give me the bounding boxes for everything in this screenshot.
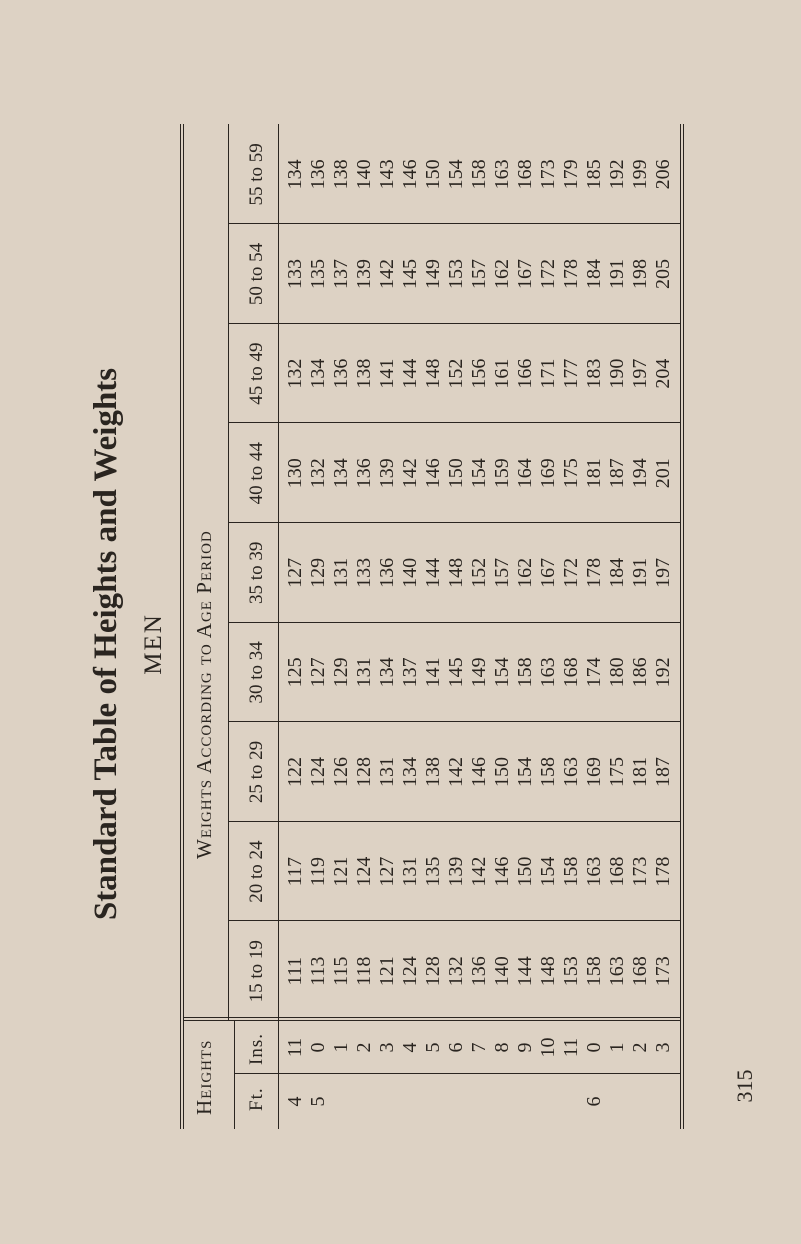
weight-cell: 150 (491, 757, 513, 788)
height-inches-cell: 10 (537, 1037, 559, 1058)
weight-cell: 168 (606, 856, 628, 887)
weight-cell: 175 (606, 757, 628, 788)
weight-cell: 153 (445, 259, 467, 290)
weight-cell: 163 (491, 159, 513, 190)
height-inches-cell: 9 (514, 1042, 536, 1053)
column-header-rule (278, 124, 279, 1129)
weight-cell: 205 (652, 259, 674, 290)
weight-cell: 187 (652, 757, 674, 788)
weight-cell: 184 (606, 557, 628, 588)
weight-cell: 137 (330, 259, 352, 290)
weight-cell: 190 (606, 358, 628, 389)
weight-cell: 157 (468, 259, 490, 290)
weight-cell: 125 (284, 657, 306, 688)
age-period-header: 50 to 54 (246, 242, 267, 306)
weight-cell: 130 (284, 458, 306, 489)
weight-cell: 132 (307, 458, 329, 489)
weight-cell: 127 (284, 557, 306, 588)
weight-cell: 162 (491, 259, 513, 290)
weight-cell: 153 (560, 956, 582, 987)
weight-cell: 131 (399, 856, 421, 887)
weight-cell: 150 (422, 159, 444, 190)
height-inches-cell: 0 (583, 1042, 605, 1053)
weight-cell: 191 (606, 259, 628, 290)
height-inches-cell: 0 (307, 1042, 329, 1053)
weight-cell: 142 (399, 458, 421, 489)
weight-cell: 186 (629, 657, 651, 688)
weight-cell: 146 (422, 458, 444, 489)
weight-cell: 167 (537, 557, 559, 588)
weight-cell: 138 (353, 358, 375, 389)
height-inches-cell: 2 (629, 1042, 651, 1053)
height-weight-table (180, 124, 684, 1129)
height-feet-cell: 6 (583, 1096, 605, 1107)
weight-cell: 158 (560, 856, 582, 887)
weight-cell: 177 (560, 358, 582, 389)
weight-cell: 148 (422, 358, 444, 389)
weight-cell: 162 (514, 557, 536, 588)
weight-cell: 140 (353, 159, 375, 190)
weight-cell: 192 (606, 159, 628, 190)
weight-cell: 142 (445, 757, 467, 788)
weight-cell: 144 (514, 956, 536, 987)
weight-cell: 158 (514, 657, 536, 688)
age-period-header: 20 to 24 (246, 840, 267, 903)
weight-cell: 136 (468, 956, 490, 987)
weight-cell: 173 (652, 956, 674, 987)
weight-cell: 136 (376, 557, 398, 588)
weight-cell: 168 (560, 657, 582, 688)
heights-header: Heights (192, 1039, 216, 1115)
page-number: 315 (732, 1069, 757, 1103)
weight-cell: 119 (307, 856, 329, 887)
weight-cell: 117 (284, 856, 306, 887)
weight-cell: 134 (330, 458, 352, 489)
weight-cell: 133 (353, 557, 375, 588)
weight-cell: 141 (422, 657, 444, 688)
age-period-header: 35 to 39 (246, 541, 267, 604)
weight-cell: 128 (353, 757, 375, 788)
weight-cell: 184 (583, 259, 605, 290)
weight-cell: 156 (468, 358, 490, 389)
height-inches-cell: 6 (445, 1042, 467, 1053)
weight-cell: 133 (284, 259, 306, 290)
weight-cell: 146 (491, 856, 513, 887)
weight-cell: 204 (652, 358, 674, 389)
weight-cell: 146 (399, 159, 421, 190)
weight-cell: 175 (560, 458, 582, 489)
age-period-header: 55 to 59 (246, 143, 267, 206)
height-inches-cell: 7 (468, 1042, 490, 1053)
weight-cell: 164 (514, 458, 536, 489)
weight-cell: 206 (652, 159, 674, 190)
weight-cell: 131 (330, 557, 352, 588)
weight-cell: 163 (537, 657, 559, 688)
weight-cell: 154 (491, 657, 513, 688)
weight-cell: 144 (422, 557, 444, 588)
weight-cell: 169 (583, 757, 605, 788)
weight-cell: 154 (468, 458, 490, 489)
height-feet-cell: 5 (307, 1096, 329, 1107)
weight-cell: 134 (376, 657, 398, 688)
weight-cell: 168 (514, 159, 536, 190)
weight-cell: 163 (560, 757, 582, 788)
height-inches-cell: 11 (284, 1037, 306, 1058)
weight-cell: 126 (330, 757, 352, 788)
age-period-header: 45 to 49 (246, 342, 267, 405)
weight-cell: 127 (307, 657, 329, 688)
weight-cell: 143 (376, 159, 398, 190)
weights-header-rule (228, 124, 229, 1021)
weight-cell: 127 (376, 856, 398, 887)
weight-cell: 199 (629, 159, 651, 190)
age-period-header: 40 to 44 (246, 442, 267, 505)
weight-cell: 185 (583, 159, 605, 190)
weight-cell: 171 (537, 358, 559, 389)
weight-cell: 132 (445, 956, 467, 987)
weight-cell: 139 (376, 458, 398, 489)
weight-cell: 124 (353, 856, 375, 887)
weight-cell: 135 (422, 856, 444, 887)
weight-cell: 159 (491, 458, 513, 489)
weight-cell: 158 (468, 159, 490, 190)
weight-cell: 181 (629, 757, 651, 788)
age-period-header: 25 to 29 (246, 740, 267, 804)
weight-cell: 180 (606, 657, 628, 688)
height-inches-cell: 11 (560, 1037, 582, 1058)
weight-cell: 158 (583, 956, 605, 987)
weight-cell: 131 (353, 657, 375, 688)
height-inches-cell: 3 (652, 1042, 674, 1053)
weight-cell: 139 (353, 259, 375, 290)
weight-cell: 124 (399, 956, 421, 987)
height-inches-cell: 4 (399, 1042, 421, 1053)
height-inches-cell: 2 (353, 1042, 375, 1053)
weight-cell: 157 (491, 557, 513, 588)
weight-cell: 149 (468, 657, 490, 688)
height-inches-cell: 1 (606, 1042, 628, 1053)
height-inches-cell: 1 (330, 1042, 352, 1053)
weight-cell: 149 (422, 259, 444, 290)
weight-cell: 154 (445, 159, 467, 190)
weight-cell: 111 (284, 956, 306, 986)
weight-cell: 167 (514, 259, 536, 290)
weight-cell: 158 (537, 757, 559, 788)
weight-cell: 139 (445, 856, 467, 887)
height-feet-cell: 4 (284, 1096, 306, 1107)
weight-cell: 141 (376, 358, 398, 389)
height-inches-cell: 8 (491, 1042, 513, 1053)
age-period-header: 15 to 19 (246, 940, 267, 1003)
weight-cell: 142 (376, 259, 398, 290)
weight-cell: 150 (445, 458, 467, 489)
age-period-header: 30 to 34 (246, 641, 267, 704)
weight-cell: 172 (560, 557, 582, 588)
weight-cell: 163 (606, 956, 628, 987)
weight-cell: 135 (307, 259, 329, 290)
weight-cell: 178 (652, 856, 674, 887)
weight-cell: 148 (537, 956, 559, 987)
weight-cell: 166 (514, 358, 536, 389)
height-inches-cell: 5 (422, 1042, 444, 1053)
weight-cell: 181 (583, 458, 605, 489)
weight-cell: 121 (330, 856, 352, 887)
weight-cell: 122 (284, 757, 306, 788)
weight-cell: 128 (422, 956, 444, 987)
page-subtitle: MEN (140, 613, 167, 675)
weight-cell: 179 (560, 159, 582, 190)
weight-cell: 148 (445, 557, 467, 588)
weight-cell: 134 (307, 358, 329, 389)
weight-cell: 169 (537, 458, 559, 489)
weight-cell: 178 (560, 259, 582, 290)
weight-cell: 124 (307, 757, 329, 788)
weight-cell: 201 (652, 458, 674, 489)
weight-cell: 197 (629, 358, 651, 389)
weight-cell: 154 (537, 856, 559, 887)
weight-cell: 187 (606, 458, 628, 489)
weight-cell: 129 (307, 557, 329, 588)
weight-cell: 137 (399, 657, 421, 688)
weight-cell: 172 (537, 259, 559, 290)
weight-cell: 138 (422, 757, 444, 788)
weight-cell: 161 (491, 358, 513, 389)
weight-cell: 152 (468, 557, 490, 588)
weight-cell: 173 (537, 159, 559, 190)
ins-column-header: Ins. (246, 1033, 267, 1065)
weight-cell: 118 (353, 956, 375, 986)
weight-cell: 178 (583, 557, 605, 588)
weight-cell: 140 (399, 557, 421, 588)
weight-cell: 152 (445, 358, 467, 389)
weight-cell: 134 (284, 159, 306, 190)
weight-cell: 134 (399, 757, 421, 788)
weight-cell: 144 (399, 358, 421, 389)
weight-cell: 132 (284, 358, 306, 389)
weight-cell: 136 (330, 358, 352, 389)
weight-cell: 136 (353, 458, 375, 489)
weight-cell: 145 (399, 259, 421, 290)
weight-cell: 197 (652, 557, 674, 588)
weight-cell: 191 (629, 557, 651, 588)
weight-cell: 140 (491, 956, 513, 987)
weight-cell: 131 (376, 757, 398, 788)
weight-cell: 194 (629, 458, 651, 489)
weights-header: Weights According to Age Period (192, 530, 216, 859)
weight-cell: 192 (652, 657, 674, 688)
weight-cell: 138 (330, 159, 352, 190)
heights-header-rule (234, 1021, 235, 1129)
weight-cell: 163 (583, 856, 605, 887)
weight-cell: 129 (330, 657, 352, 688)
weight-cell: 198 (629, 259, 651, 290)
weight-cell: 142 (468, 856, 490, 887)
weight-cell: 121 (376, 956, 398, 987)
weight-cell: 145 (445, 657, 467, 688)
height-inches-cell: 3 (376, 1042, 398, 1053)
weight-cell: 174 (583, 657, 605, 688)
page-title: Standard Table of Heights and Weights (88, 367, 124, 921)
weight-cell: 150 (514, 856, 536, 887)
weight-cell: 146 (468, 757, 490, 788)
weight-cell: 115 (330, 956, 352, 986)
ft-column-header: Ft. (246, 1087, 267, 1111)
weight-cell: 113 (307, 956, 329, 986)
weight-cell: 173 (629, 856, 651, 887)
weight-cell: 154 (514, 757, 536, 788)
weight-cell: 136 (307, 159, 329, 190)
weight-cell: 168 (629, 956, 651, 987)
weight-cell: 183 (583, 358, 605, 389)
